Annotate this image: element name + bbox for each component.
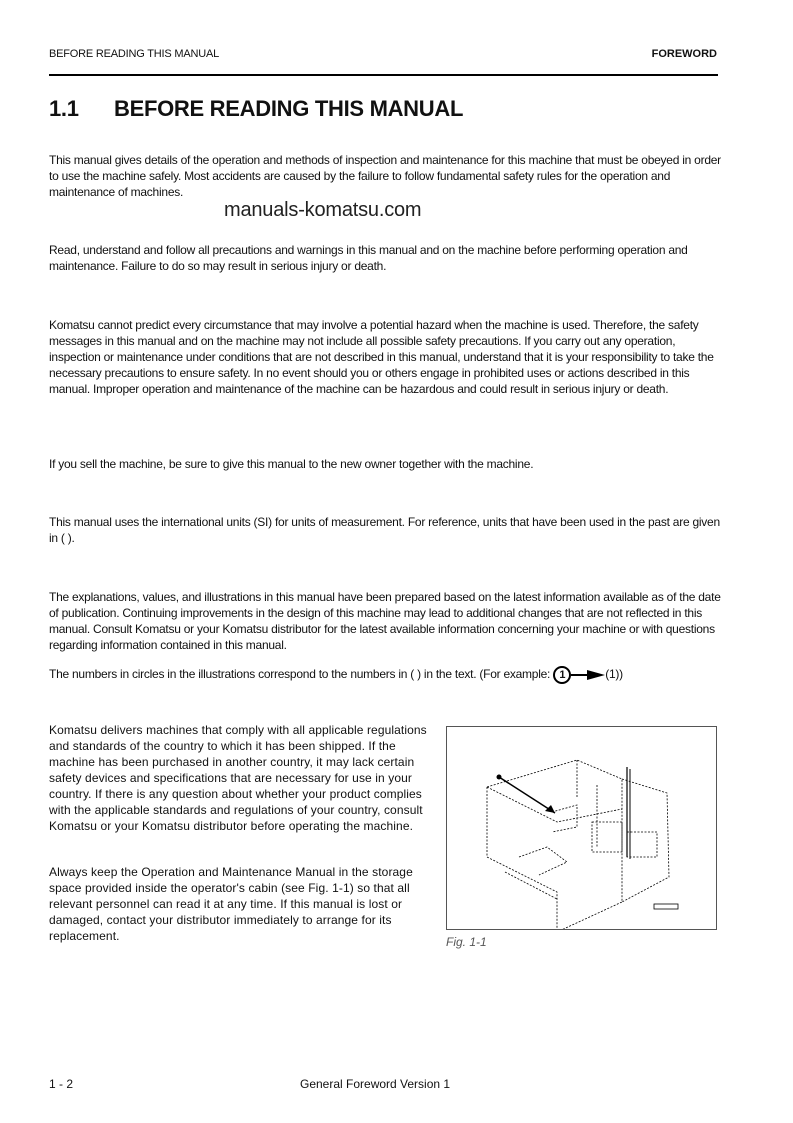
- paragraph-si-units: This manual uses the international units (SI) for units of measurement. For reference, units that have been used in the past are given in ( ).: [49, 515, 720, 545]
- page-number: 1 - 2: [49, 1077, 74, 1091]
- paragraph-hazard-notice: Komatsu cannot predict every circumstance that may involve a potential hazard when the machine is used. Therefore, the safety messages in this manual and on the machine may not include all possible safety precautions. If you carry out any operation, inspection or maintenance under conditions that are not described in this manual, understand that it is your responsibility to take the necessary precautions to ensure safety. In no event should you or others engage in prohibited uses or actions described in this manual. Improper operation and maintenance of the machine can be hazardous and could result in serious injury or death.: [49, 318, 714, 396]
- header-chapter-title: BEFORE READING THIS MANUAL: [49, 48, 220, 60]
- arrow-right-icon: [571, 669, 605, 681]
- paragraph-explanations: The explanations, values, and illustrations in this manual have been prepared based on the latest information available as of the date of publication. Continuing improvements in the design of this machine may lead to additional changes that are not reflected in this manual. Consult Komatsu or your Komatsu distributor for the latest available information concerning your machine or with questions regarding information contained in this manual.: [49, 590, 721, 652]
- paragraph-compliance: Komatsu delivers machines that comply with all applicable regulations and standards of the country to which it has been shipped. If the machine has been purchased in another country, it may lack certain safety devices and specifications that are necessary for use in your country. If there is any question about whether your product complies with the applicable standards and regulations of your country, consult Komatsu or your Komatsu distributor before operating the machine.: [49, 723, 427, 833]
- paragraph-sell-machine: If you sell the machine, be sure to give this manual to the new owner together with the machine.: [49, 457, 534, 471]
- figure-frame: [446, 726, 717, 930]
- header-divider: [49, 74, 718, 76]
- section-number: 1.1: [49, 96, 79, 121]
- footer-version: General Foreword Version 1: [300, 1077, 451, 1091]
- paragraph-read-understand: Read, understand and follow all precautions and warnings in this manual and on the machine before performing operation and maintenance. Failure to do so may result in serious injury or death.: [49, 243, 688, 273]
- operator-cabin-illustration-icon: [447, 727, 716, 929]
- paragraph-circle-numbers: [49, 666, 721, 684]
- example-result: (1)): [605, 667, 623, 682]
- paragraph-storage: Always keep the Operation and Maintenance Manual in the storage space provided inside the operator's cabin (see Fig. 1-1) so that all relevant personnel can read it at any time. If this manual is lost or damaged, contact your distributor immediately to arrange for its replacement.: [49, 865, 413, 943]
- example-text: The numbers in circles in the illustrations correspond to the numbers in ( ) in the text. (For example:: [49, 667, 551, 682]
- section-title: [49, 96, 463, 122]
- paragraph-intro: This manual gives details of the operation and methods of inspection and maintenance for this machine that must be obeyed in order to use the machine safely. Most accidents are caused by the failure to follow fundamental safety rules for the operation and maintenance of machines.: [49, 153, 721, 199]
- header-section-label: FOREWORD: [651, 48, 717, 60]
- circled-number-icon: 1: [553, 666, 571, 684]
- figure-caption: Fig. 1-1: [446, 935, 487, 949]
- section-title-text: BEFORE READING THIS MANUAL: [114, 96, 464, 121]
- watermark-text: manuals-komatsu.com: [224, 199, 422, 221]
